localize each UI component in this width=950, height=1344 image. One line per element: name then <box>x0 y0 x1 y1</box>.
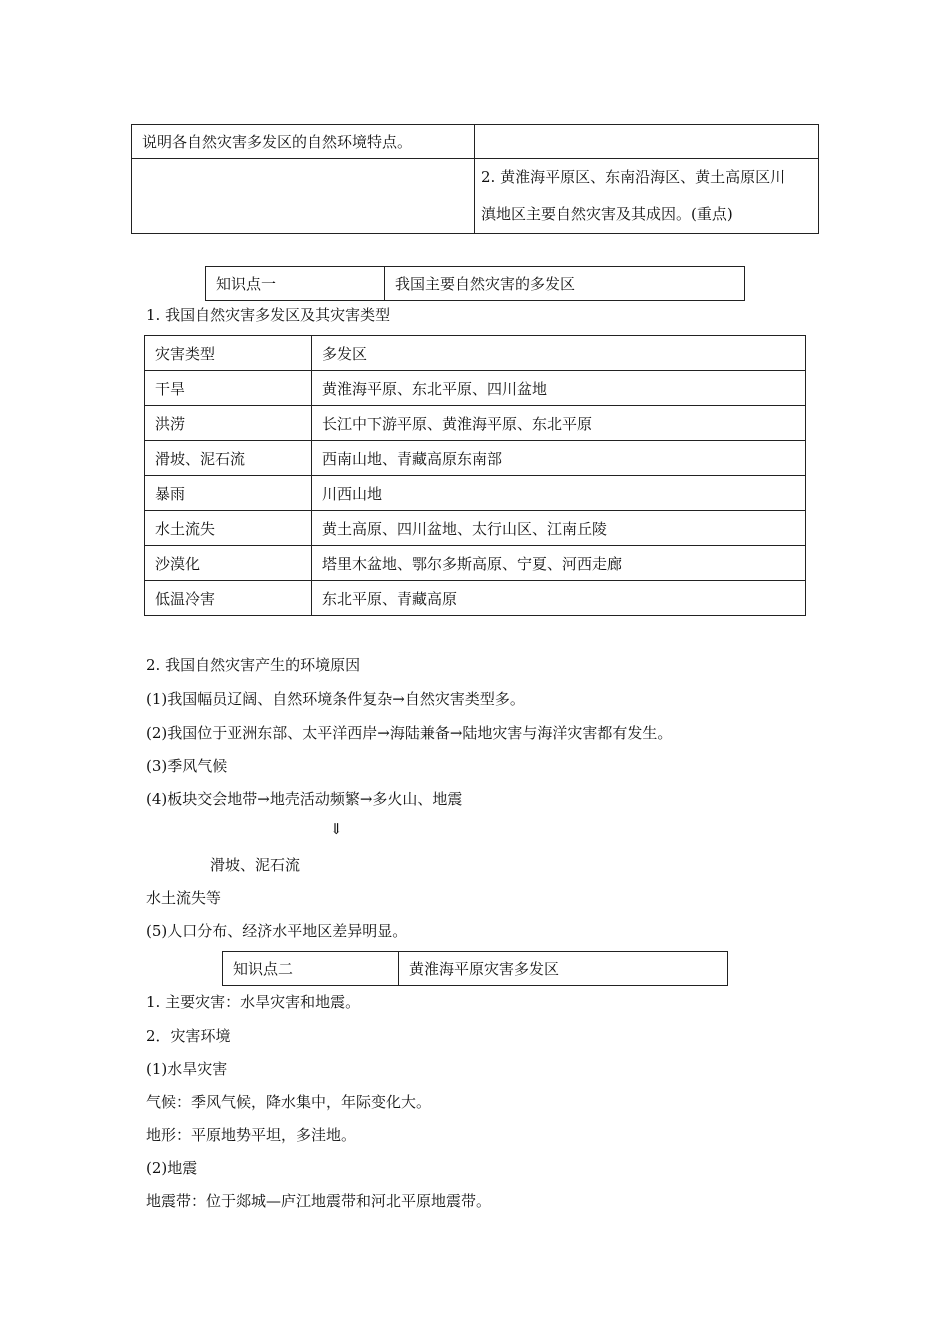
disaster-table <box>144 335 806 616</box>
table-row <box>145 371 806 406</box>
objective-line-2: 滇地区主要自然灾害及其成因。(重点) <box>481 205 733 223</box>
header-type: 灾害类型 <box>145 336 312 371</box>
reason-item-3: (3)季风气候 <box>146 757 228 775</box>
down-arrow: ⇓ <box>330 820 343 838</box>
disaster-region: 川西山地 <box>312 476 806 511</box>
earthquake-heading: (2)地震 <box>146 1159 198 1177</box>
objectives-table <box>131 124 819 234</box>
disaster-type: 水土流失 <box>145 511 312 546</box>
table-row <box>145 581 806 616</box>
table-row <box>145 511 806 546</box>
disaster-region: 西南山地、青藏高原东南部 <box>312 441 806 476</box>
disaster-type: 沙漠化 <box>145 546 312 581</box>
flood-drought-heading: (1)水旱灾害 <box>146 1060 228 1078</box>
sub-effect-1: 滑坡、泥石流 <box>210 856 301 874</box>
kp1-title: 我国主要自然灾害的多发区 <box>385 267 745 301</box>
objective-cell-1: 说明各自然灾害多发区的自然环境特点。 <box>132 125 475 159</box>
disaster-type: 干旱 <box>145 371 312 406</box>
disaster-region: 东北平原、青藏高原 <box>312 581 806 616</box>
disaster-region: 长江中下游平原、黄淮海平原、东北平原 <box>312 406 806 441</box>
reason-item-1: (1)我国幅员辽阔、自然环境条件复杂→自然灾害类型多。 <box>146 690 525 708</box>
section1-heading: 1. 我国自然灾害多发区及其灾害类型 <box>146 306 391 324</box>
disaster-type: 低温冷害 <box>145 581 312 616</box>
section2-heading: 2. 我国自然灾害产生的环境原因 <box>146 656 361 674</box>
objective-cell-2 <box>475 125 819 159</box>
terrain-line: 地形：平原地势平坦，多洼地。 <box>146 1126 357 1144</box>
objective-cell-3 <box>132 159 475 234</box>
table-row <box>145 441 806 476</box>
disaster-type: 洪涝 <box>145 406 312 441</box>
kp1-label: 知识点一 <box>206 267 385 301</box>
objective-cell-4 <box>475 159 819 234</box>
main-disasters: 1. 主要灾害：水旱灾害和地震。 <box>146 993 361 1011</box>
kp2-header <box>222 951 728 986</box>
header-region: 多发区 <box>312 336 806 371</box>
disaster-region: 黄淮海平原、东北平原、四川盆地 <box>312 371 806 406</box>
seismic-belt-line: 地震带：位于郯城—庐江地震带和河北平原地震带。 <box>146 1192 492 1210</box>
disaster-type: 暴雨 <box>145 476 312 511</box>
objective-line-1: 2. 黄淮海平原区、东南沿海区、黄土高原区川 <box>481 168 786 186</box>
disaster-region: 塔里木盆地、鄂尔多斯高原、宁夏、河西走廊 <box>312 546 806 581</box>
sub-effect-2: 水土流失等 <box>146 889 222 907</box>
kp1-header <box>205 266 745 301</box>
disaster-type: 滑坡、泥石流 <box>145 441 312 476</box>
table-row <box>145 406 806 441</box>
climate-line: 气候：季风气候，降水集中，年际变化大。 <box>146 1093 432 1111</box>
reason-item-2: (2)我国位于亚洲东部、太平洋西岸→海陆兼备→陆地灾害与海洋灾害都有发生。 <box>146 724 673 742</box>
disaster-region: 黄土高原、四川盆地、太行山区、江南丘陵 <box>312 511 806 546</box>
kp2-label: 知识点二 <box>223 952 399 986</box>
reason-item-5: (5)人口分布、经济水平地区差异明显。 <box>146 922 408 940</box>
disaster-environment-heading: 2．灾害环境 <box>146 1027 231 1045</box>
reason-item-4: (4)板块交会地带→地壳活动频繁→多火山、地震 <box>146 790 463 808</box>
table-row <box>145 476 806 511</box>
table-row <box>145 546 806 581</box>
kp2-title: 黄淮海平原灾害多发区 <box>399 952 728 986</box>
